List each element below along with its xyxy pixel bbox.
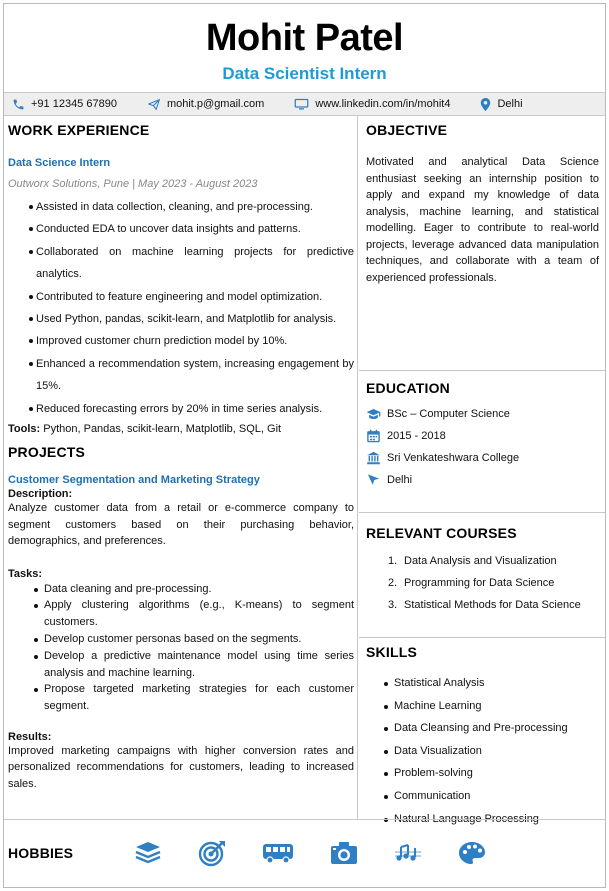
list-item: Natural Language Processing <box>394 808 599 831</box>
courses-section <box>359 525 605 638</box>
location-text: Delhi <box>497 98 523 110</box>
description-label: Description: <box>8 488 73 501</box>
list-item: Communication <box>394 785 599 808</box>
list-item: Machine Learning <box>394 695 599 718</box>
project-title: Customer Segmentation and Marketing Strategy <box>8 474 260 487</box>
work-experience-heading: WORK EXPERIENCE <box>8 122 150 138</box>
tools-text: Python, Pandas, scikit-learn, Matplotlib, SQL, Git <box>40 423 282 436</box>
education-section <box>359 380 605 513</box>
list-item: Propose targeted marketing strategies for each customer segment. <box>44 681 354 715</box>
list-item: Assisted in data collection, cleaning, and pre-processing. <box>36 196 354 218</box>
years-text: 2015 - 2018 <box>387 430 446 442</box>
contact-email[interactable] <box>147 98 264 111</box>
tasks-label: Tasks: <box>8 567 43 580</box>
phone-text: +91 12345 67890 <box>31 98 117 110</box>
list-item: Collaborated on machine learning projects for predictive analytics. <box>36 241 354 286</box>
music-icon <box>394 842 422 864</box>
list-item: Improved customer churn prediction model by 10%. <box>36 330 354 352</box>
list-item: Reduced forecasting errors by 20% in time series analysis. <box>36 398 354 420</box>
education-college <box>366 447 599 469</box>
graduation-cap-icon <box>366 407 381 421</box>
list-item: Used Python, pandas, scikit-learn, and Matplotlib for analysis. <box>36 308 354 330</box>
list-item: Data Cleansing and Pre-processing <box>394 717 599 740</box>
email-text[interactable]: mohit.p@gmail.com <box>166 98 265 110</box>
skills-heading: SKILLS <box>366 644 417 660</box>
institution-icon <box>366 451 381 465</box>
education-location-text: Delhi <box>387 474 413 486</box>
location-pin-icon <box>480 98 491 111</box>
contact-phone <box>12 98 117 111</box>
candidate-title: Data Scientist Intern <box>222 64 387 83</box>
candidate-name: Mohit Patel <box>205 17 404 59</box>
resume-header <box>4 4 605 92</box>
contact-bar <box>4 92 605 116</box>
tools-line <box>8 423 354 435</box>
tasks-list <box>44 581 354 715</box>
list-item: Enhanced a recommendation system, increasing engagement by 15%. <box>36 353 354 398</box>
list-item: Programming for Data Science <box>404 577 555 589</box>
results-label: Results: <box>8 730 52 743</box>
job-meta: Outworx Solutions, Pune | May 2023 - August 2023 <box>8 178 258 190</box>
courses-heading: RELEVANT COURSES <box>366 525 517 541</box>
target-icon <box>198 839 226 867</box>
navigation-arrow-icon <box>366 473 381 487</box>
college-text: Sri Venkateshwara College <box>387 452 520 464</box>
education-degree <box>366 403 599 425</box>
bus-icon <box>262 842 294 864</box>
skills-section <box>359 644 605 830</box>
skills-list <box>394 672 599 830</box>
education-heading: EDUCATION <box>366 380 450 396</box>
projects-heading: PROJECTS <box>8 444 86 461</box>
list-item: Problem-solving <box>394 762 599 785</box>
monitor-icon <box>294 98 309 111</box>
courses-list <box>388 550 599 616</box>
experience-list <box>36 196 354 420</box>
linkedin-text[interactable]: www.linkedin.com/in/mohit4 <box>315 98 451 110</box>
hobbies-icons <box>134 839 522 867</box>
hobbies-section <box>4 819 605 885</box>
list-item: Data Analysis and Visualization <box>404 555 557 567</box>
degree-text: BSc – Computer Science <box>387 408 510 420</box>
right-column <box>359 116 605 825</box>
objective-heading: OBJECTIVE <box>366 122 448 138</box>
camera-icon <box>330 841 358 865</box>
list-item: Data Visualization <box>394 740 599 763</box>
phone-icon <box>12 98 25 111</box>
palette-icon <box>458 841 486 865</box>
objective-section <box>359 122 605 371</box>
list-item: Develop a predictive maintenance model using time series analysis and machine learning. <box>44 648 354 682</box>
main-content <box>4 116 605 825</box>
education-years <box>366 425 599 447</box>
hobbies-heading: HOBBIES <box>8 844 74 861</box>
contact-linkedin[interactable] <box>294 98 450 111</box>
list-item: Conducted EDA to uncover data insights and patterns. <box>36 218 354 240</box>
list-item: Data cleaning and pre-processing. <box>44 581 354 598</box>
tools-label: Tools: <box>8 423 41 436</box>
list-item: Statistical Methods for Data Science <box>404 599 581 611</box>
resume-page <box>3 3 606 888</box>
project-results: Improved marketing campaigns with higher conversion rates and personalized recommendations for customers, leading to increased sales. <box>8 744 354 790</box>
books-icon <box>134 840 162 866</box>
list-item: Statistical Analysis <box>394 672 599 695</box>
job-title: Data Science Intern <box>8 157 111 169</box>
list-item: Contributed to feature engineering and model optimization. <box>36 286 354 308</box>
project-description: Analyze customer data from a retail or e-commerce company to segment customers based on their purchasing behavior, demographics, and preferences. <box>8 502 354 548</box>
list-item: Develop customer personas based on the segments. <box>44 631 354 648</box>
objective-text: Motivated and analytical Data Science enthusiast seeking an internship position to apply and expand my knowledge of data analysis, machine learning, and statistical modelling. Eager to contribute to real-world projects, leverage advanced data manipulation techniques, and collaborate with a team of experienced professionals. <box>366 156 599 284</box>
calendar-icon <box>366 429 381 443</box>
list-item: Apply clustering algorithms (e.g., K-means) to segment customers. <box>44 597 354 631</box>
contact-location <box>480 98 522 111</box>
send-icon <box>147 98 161 111</box>
education-location <box>366 469 599 491</box>
left-column <box>4 116 358 819</box>
